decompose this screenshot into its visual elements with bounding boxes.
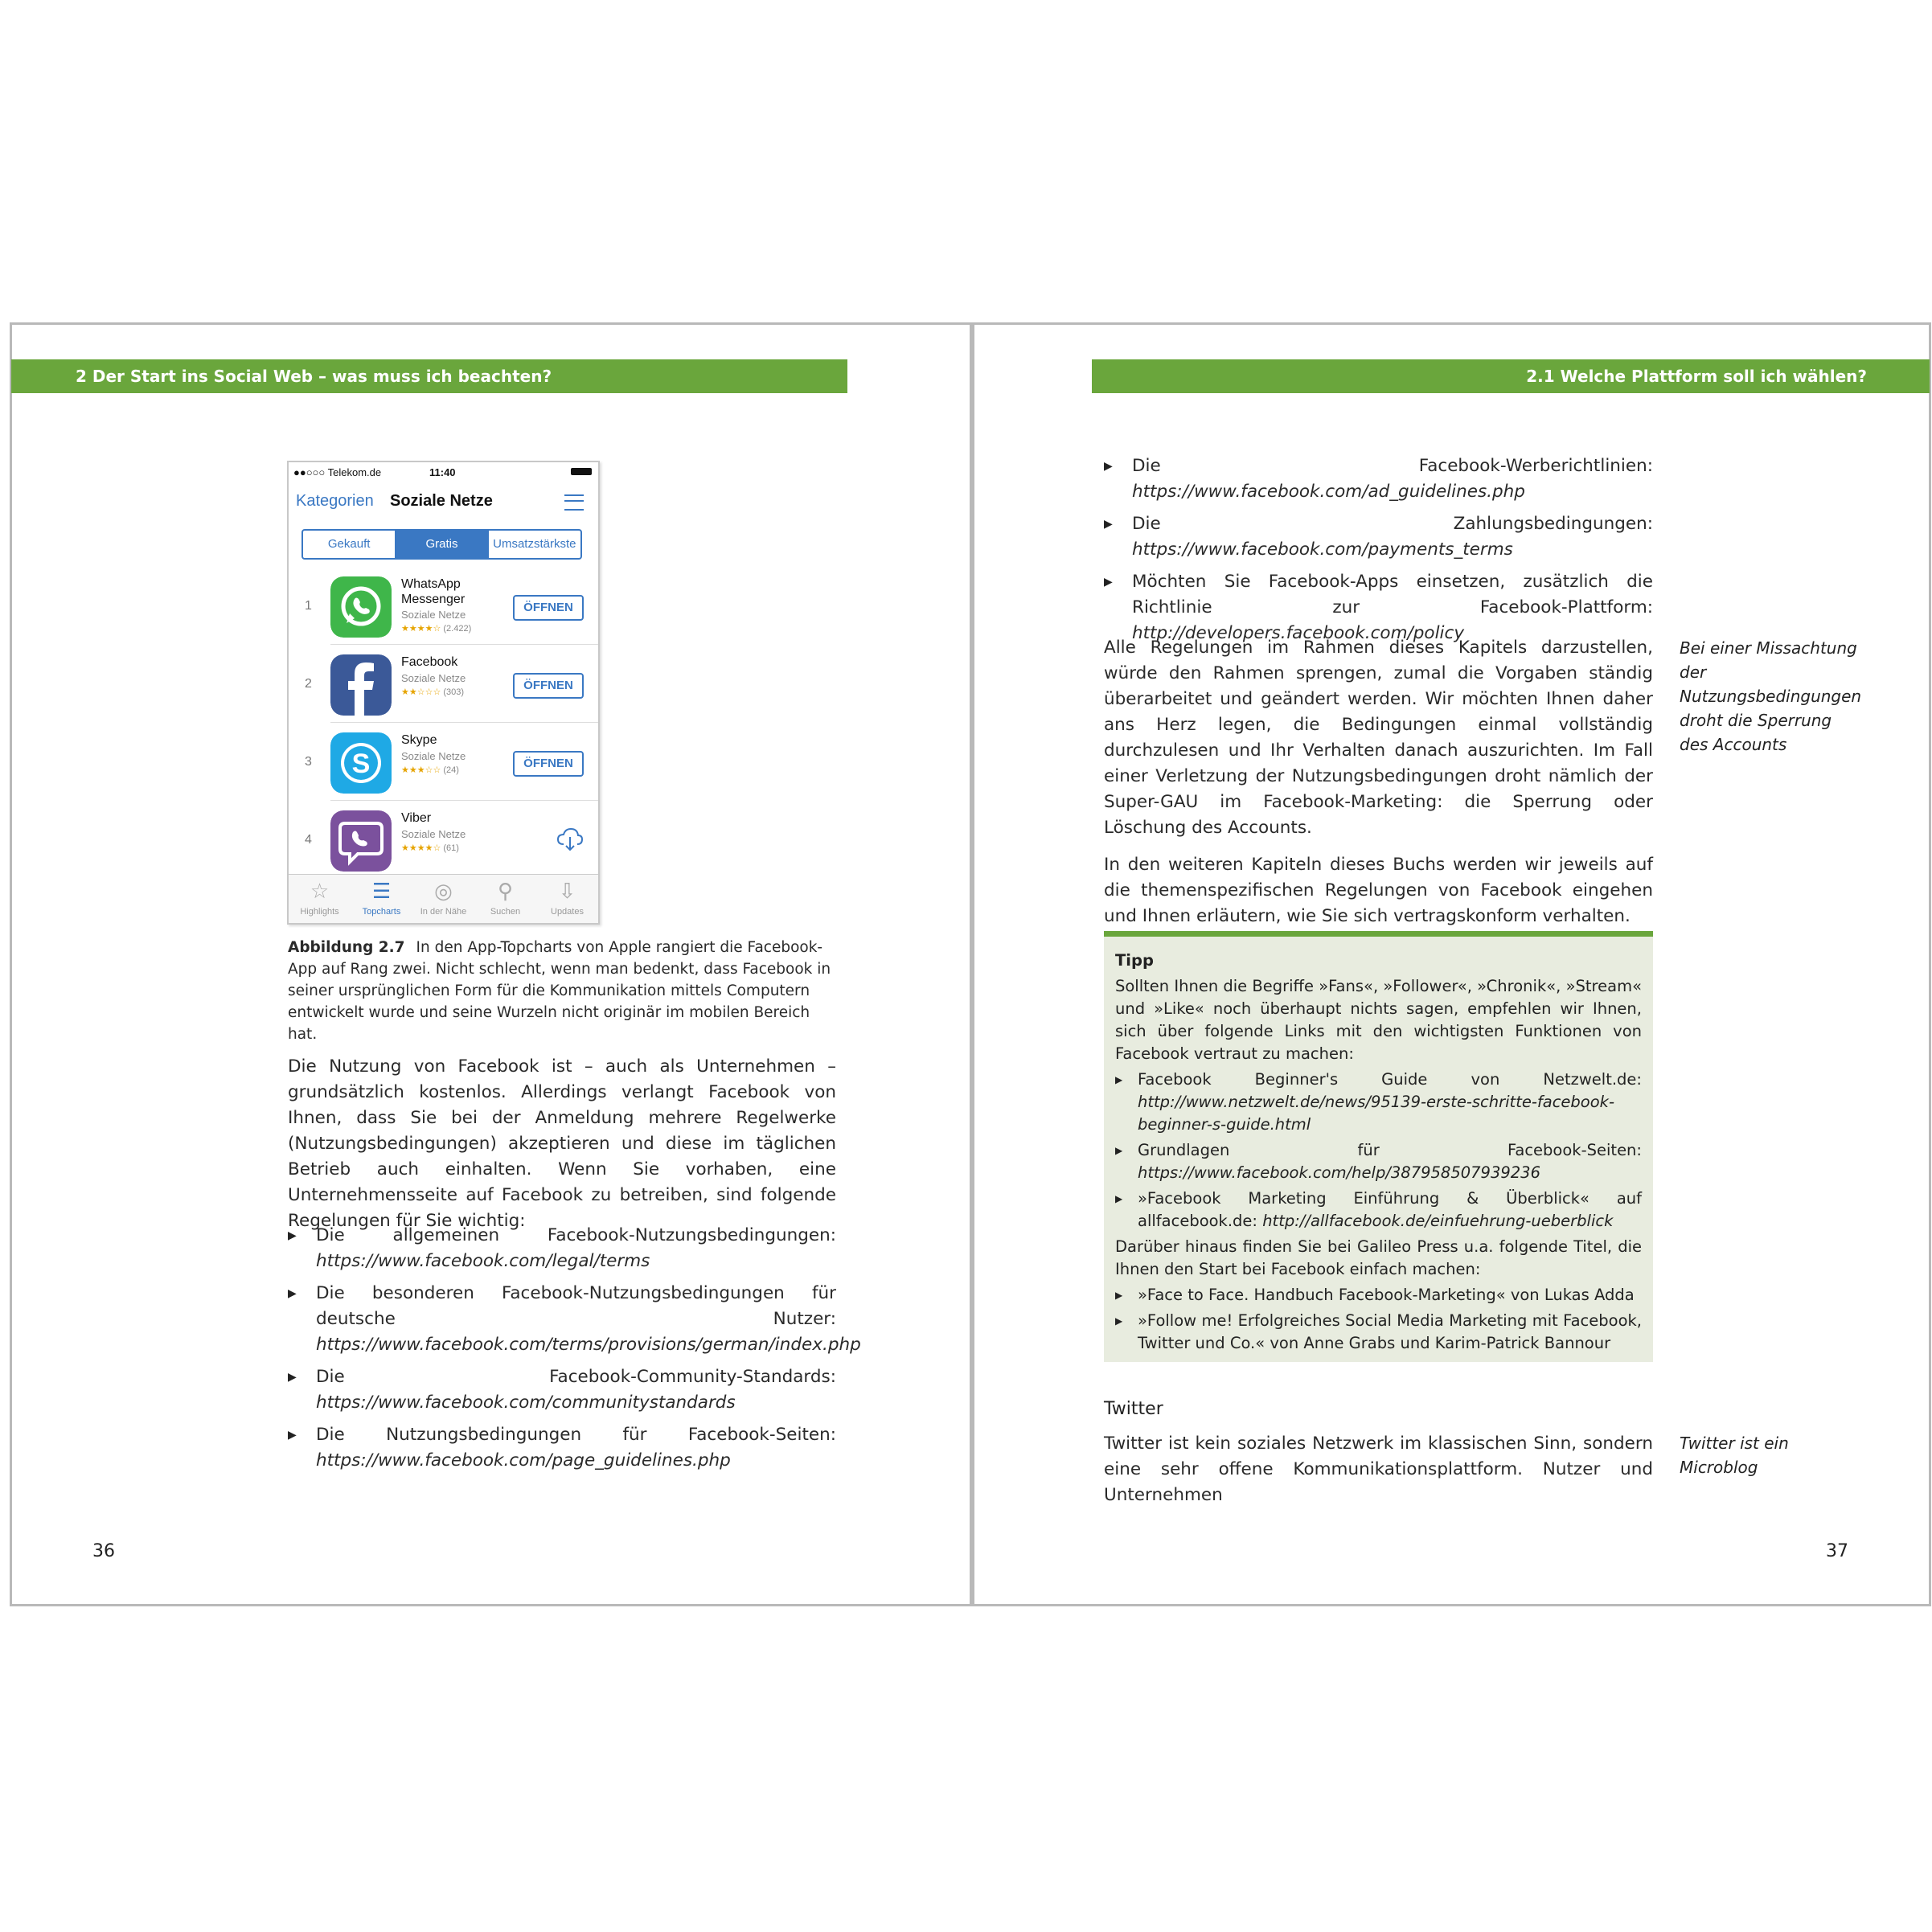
download-icon: ⇩ xyxy=(558,879,576,903)
tip-link-item xyxy=(1115,1139,1642,1184)
item-text: »Facebook Marketing Einführung & Überblick« auf allfacebook.de: xyxy=(1138,1189,1642,1230)
app-row-facebook[interactable] xyxy=(289,645,598,723)
item-link[interactable]: https://www.facebook.com/ad_guidelines.php xyxy=(1132,482,1525,502)
item-link[interactable]: https://www.facebook.com/help/387958507939236 xyxy=(1138,1163,1540,1182)
item-link[interactable]: http://www.netzwelt.de/news/95139-erste-schritte-facebook-beginner-s-guide.html xyxy=(1138,1093,1614,1134)
svg-text:S: S xyxy=(351,749,371,779)
item-link[interactable]: https://www.facebook.com/page_guidelines.php xyxy=(316,1450,731,1471)
app-name: Facebook xyxy=(401,655,458,669)
app-store-screenshot xyxy=(287,461,600,925)
item-link[interactable]: https://www.facebook.com/payments_terms xyxy=(1132,539,1513,560)
tip-link-item xyxy=(1115,1188,1642,1233)
tab-label: In der Nähe xyxy=(420,907,467,917)
rules-paragraphs xyxy=(1104,635,1653,929)
section-header-text: 2.1 Welche Plattform soll ich wählen? xyxy=(1526,367,1867,386)
paragraph: Alle Regelungen im Rahmen dieses Kapitels darzustellen, würde den Rahmen sprengen, zumal die Vorgaben ständig überarbeitet und geändert werden. Wir möchten Ihnen daher ans Herz legen, die Bedingungen einmal vollständig durchzulesen und Ihr Verhalten danach auszurichten. Im Fall einer Verletzung der Nutzungsbedingungen droht nämlich der Super-GAU im Facebook-Marketing: die Sperrung oder Löschung des Accounts. xyxy=(1104,638,1653,838)
rating-count: (303) xyxy=(443,687,465,697)
section-header-bar xyxy=(1092,359,1930,393)
list-item xyxy=(288,1223,836,1274)
intro-paragraph: Die Nutzung von Facebook ist – auch als Unternehmen – grundsätzlich kostenlos. Allerdings verlangt Facebook von Ihnen, dass Sie bei der Anmeldung mehrere Regelwerke (Nutzungsbedingungen) akzeptieren und diese im täglichen Betrieb auch einhalten. Wenn Sie vorhaben, eine Unternehmensseite auf Facebook zu betreiben, sind folgende Regelungen für Sie wichtig: xyxy=(288,1056,836,1231)
app-rating xyxy=(401,687,464,697)
app-name: WhatsApp Messenger xyxy=(401,577,466,606)
star-rating: ★★☆☆☆ xyxy=(401,687,441,697)
item-link[interactable]: https://www.facebook.com/communitystandards xyxy=(316,1393,736,1413)
cloud-download-icon[interactable] xyxy=(556,827,584,852)
app-category: Soziale Netze xyxy=(401,750,466,762)
tab-label: Updates xyxy=(551,907,584,917)
list-item xyxy=(288,1364,836,1416)
search-icon: ⚲ xyxy=(497,879,514,903)
app-rank: 1 xyxy=(305,599,312,613)
whatsapp-icon xyxy=(330,576,392,638)
tip-link-item xyxy=(1115,1069,1642,1136)
open-button[interactable]: ÖFFNEN xyxy=(513,595,584,621)
terms-list xyxy=(288,1223,861,1480)
nav-title: Soziale Netze xyxy=(390,492,493,510)
margin-note: Twitter ist ein Microblog xyxy=(1680,1434,1789,1477)
tab-bar xyxy=(289,874,598,923)
list-item xyxy=(1104,453,1653,505)
page-number-right: 37 xyxy=(1826,1541,1848,1561)
tip-outro: Darüber hinaus finden Sie bei Galileo Press u.a. folgende Titel, die Ihnen den Start bei Facebook einfach machen: xyxy=(1115,1237,1642,1278)
app-rating xyxy=(401,843,459,853)
nav-bar xyxy=(289,490,598,514)
item-link[interactable]: https://www.facebook.com/legal/terms xyxy=(316,1251,650,1271)
book-item: ▶ »Follow me! Erfolgreiches Social Media Marketing mit Facebook, Twitter und Co.« von Anne Grabs und Karim-Patrick Bannour xyxy=(1115,1310,1642,1355)
tab-search[interactable] xyxy=(474,875,536,923)
app-rating xyxy=(401,765,459,775)
tab-topcharts[interactable] xyxy=(351,875,412,923)
app-rating xyxy=(401,623,471,634)
app-category: Soziale Netze xyxy=(401,609,466,621)
app-name: Viber xyxy=(401,811,432,825)
item-text: Die Nutzungsbedingungen für Facebook-Seiten: xyxy=(316,1425,836,1445)
segment-umsatzstaerkste[interactable]: Umsatzstärkste xyxy=(493,537,576,551)
rating-count: (24) xyxy=(443,765,459,775)
item-text: Möchten Sie Facebook-Apps einsetzen, zusätzlich die Richtlinie zur Facebook-Plattform: xyxy=(1132,572,1653,617)
item-link[interactable]: http://developers.facebook.com/policy xyxy=(1132,623,1465,643)
margin-note: Bei einer Missachtung der Nutzungsbedingungen droht die Sperrung des Accounts xyxy=(1680,638,1862,754)
tab-nearby[interactable] xyxy=(412,875,474,923)
caption-label: Abbildung 2.7 xyxy=(288,939,405,956)
star-rating: ★★★☆☆ xyxy=(401,765,441,775)
segmented-control xyxy=(301,529,582,560)
rating-count: (2.422) xyxy=(443,624,472,634)
twitter-paragraph: Twitter ist kein soziales Netzwerk im klassischen Sinn, sondern eine sehr offene Kommunikationsplattform. Nutzer und Unternehmen xyxy=(1104,1434,1653,1505)
rating-count: (61) xyxy=(443,843,459,853)
chapter-header-text: 2 Der Start ins Social Web – was muss ich beachten? xyxy=(76,367,552,386)
chapter-header-bar xyxy=(11,359,847,393)
list-icon[interactable] xyxy=(564,494,584,511)
segment-gratis[interactable]: Gratis xyxy=(396,531,488,558)
paragraph: In den weiteren Kapiteln dieses Buchs werden wir jeweils auf die themenspezifischen Regelungen von Facebook eingehen und Ihnen erläutern, wie Sie sich vertragskonform verhalten. xyxy=(1104,855,1653,926)
tab-label: Suchen xyxy=(490,907,521,917)
app-row-whatsapp[interactable] xyxy=(289,567,598,645)
app-name: Skype xyxy=(401,733,437,747)
open-button[interactable]: ÖFFNEN xyxy=(513,673,584,699)
book-item: ▶ »Face to Face. Handbuch Facebook-Marketing« von Lukas Adda xyxy=(1115,1284,1642,1306)
item-text: Die Facebook-Community-Standards: xyxy=(316,1367,836,1387)
item-text: Die Facebook-Werberichtlinien: xyxy=(1132,456,1653,476)
item-link[interactable]: http://allfacebook.de/einfuehrung-ueberblick xyxy=(1262,1212,1614,1230)
caption-text: In den App-Topcharts von Apple rangiert die Facebook-App auf Rang zwei. Nicht schlecht, wenn man bedenkt, dass Facebook in seiner ursprünglichen Form für die Kommunikation mittels Computern entwickelt wurde und seine Wurzeln nicht originär im mobilen Bereich hat. xyxy=(288,939,831,1043)
status-bar xyxy=(289,462,598,482)
carrier-signal: ●●○○○ Telekom.de xyxy=(293,466,382,478)
list-item xyxy=(288,1281,861,1358)
twitter-heading: Twitter xyxy=(1104,1399,1163,1419)
list-icon: ☰ xyxy=(371,879,392,903)
status-time: 11:40 xyxy=(429,466,456,478)
app-rank: 4 xyxy=(305,833,312,847)
item-text: Grundlagen für Facebook-Seiten: xyxy=(1138,1141,1642,1159)
item-text: Die allgemeinen Facebook-Nutzungsbedingungen: xyxy=(316,1225,836,1245)
app-rank: 3 xyxy=(305,755,312,769)
figure-caption xyxy=(288,937,835,1045)
page-number-left: 36 xyxy=(92,1541,115,1561)
tab-highlights[interactable] xyxy=(289,875,351,923)
app-category: Soziale Netze xyxy=(401,828,466,840)
list-item xyxy=(1104,511,1653,563)
location-icon: ◎ xyxy=(434,879,453,903)
tab-label: Topcharts xyxy=(362,907,401,917)
battery-icon xyxy=(571,468,592,475)
item-text: Die besonderen Facebook-Nutzungsbedingungen für deutsche Nutzer: xyxy=(316,1283,836,1329)
facebook-icon xyxy=(330,654,392,716)
tab-label: Highlights xyxy=(300,907,339,917)
app-rank: 2 xyxy=(305,677,312,691)
item-text: Facebook Beginner's Guide von Netzwelt.de: xyxy=(1138,1070,1642,1089)
tip-intro: Sollten Ihnen die Begriffe »Fans«, »Follower«, »Chronik«, »Stream« und »Like« noch überhaupt nichts sagen, empfehlen wir Ihnen, sich über folgende Links mit den wichtigsten Funktionen von Facebook vertraut zu machen: xyxy=(1115,977,1642,1063)
skype-icon xyxy=(330,732,392,794)
back-button[interactable]: Kategorien xyxy=(296,492,374,510)
app-category: Soziale Netze xyxy=(401,672,466,684)
star-icon: ☆ xyxy=(310,879,330,903)
app-row-viber[interactable] xyxy=(289,801,598,879)
tip-box xyxy=(1104,931,1653,1362)
star-rating: ★★★★☆ xyxy=(401,624,441,634)
viber-icon xyxy=(330,810,392,872)
tab-updates[interactable] xyxy=(536,875,598,923)
tip-title: Tipp xyxy=(1115,951,1154,970)
open-button[interactable]: ÖFFNEN xyxy=(513,751,584,777)
list-item xyxy=(288,1422,836,1474)
app-row-skype[interactable] xyxy=(289,723,598,801)
star-rating: ★★★★☆ xyxy=(401,843,441,853)
rules-list xyxy=(1104,453,1653,653)
segment-gekauft[interactable]: Gekauft xyxy=(303,531,396,558)
item-link[interactable]: https://www.facebook.com/terms/provisions/german/index.php xyxy=(316,1335,861,1355)
item-text: Die Zahlungsbedingungen: xyxy=(1132,514,1653,534)
